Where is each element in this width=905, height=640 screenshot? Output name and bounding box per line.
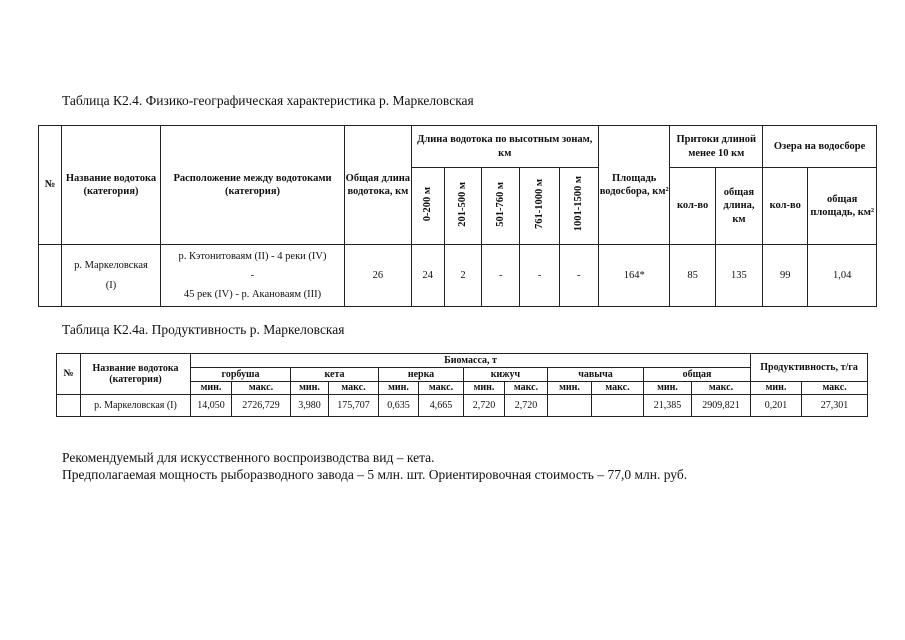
river-name: р. Маркеловская xyxy=(74,260,148,272)
cell-trib-length: 135 xyxy=(715,245,762,307)
note-hatchery-capacity: Предполагаемая мощность рыборазводного завода – 5 млн. шт. Ориентировочная стоимость – 77,0 млн. руб. xyxy=(62,467,688,482)
cell-zone-2: 2 xyxy=(444,245,481,307)
header-num: № xyxy=(39,126,62,245)
zone-label: 501-760 м xyxy=(495,181,507,227)
cell-num xyxy=(57,395,81,417)
header-trib-count: кол-во xyxy=(670,168,715,245)
cell-value xyxy=(548,395,592,417)
header-lakes-area: общая площадь, км² xyxy=(808,168,877,245)
cell-value xyxy=(592,395,644,417)
cell-value: 14,050 xyxy=(191,395,232,417)
cell-name xyxy=(62,245,161,307)
header-num: № xyxy=(57,354,81,395)
cell-total-length: 26 xyxy=(345,245,411,307)
cell-name: р. Маркеловская (I) xyxy=(81,395,191,417)
cell-value: 0,635 xyxy=(379,395,419,417)
header-name: Название водотока (категория) xyxy=(81,354,191,395)
cell-value: 3,980 xyxy=(291,395,329,417)
physical-geography-table xyxy=(38,125,877,307)
cell-value: 4,665 xyxy=(419,395,464,417)
table1-caption: Таблица К2.4. Физико-географическая характеристика р. Маркеловская xyxy=(62,93,474,108)
zone-label: 1001-1500 м xyxy=(573,176,585,232)
header-min: мин. xyxy=(291,381,329,394)
cell-location xyxy=(160,245,344,307)
header-max: макс. xyxy=(505,381,548,394)
header-species-chum: кета xyxy=(291,368,379,381)
zone-label: 201-500 м xyxy=(457,181,469,227)
cell-area: 164* xyxy=(598,245,670,307)
header-species-sockeye: нерка xyxy=(379,368,464,381)
header-lakes-group: Озера на водосборе xyxy=(763,126,877,168)
cell-value: 175,707 xyxy=(329,395,379,417)
header-biomass: Биомасса, т xyxy=(191,354,751,368)
table-row xyxy=(39,245,877,307)
location-line-1: р. Кэтонитоваям (II) - 4 реки (IV) xyxy=(178,250,327,262)
header-tributaries-group: Притоки длиной менее 10 км xyxy=(670,126,763,168)
header-zone-3 xyxy=(482,168,520,245)
cell-value: 0,201 xyxy=(751,395,802,417)
zone-label: 761-1000 м xyxy=(533,178,545,229)
header-area: Площадь водосбора, км² xyxy=(598,126,670,245)
header-min: мин. xyxy=(379,381,419,394)
cell-num xyxy=(39,245,62,307)
header-max: макс. xyxy=(419,381,464,394)
header-species-total: общая xyxy=(644,368,751,381)
cell-zone-5: - xyxy=(559,245,598,307)
cell-lakes-count: 99 xyxy=(763,245,808,307)
table-row xyxy=(57,395,868,417)
cell-value: 2,720 xyxy=(464,395,505,417)
header-zone-1 xyxy=(411,168,444,245)
productivity-table xyxy=(56,353,868,417)
header-max: макс. xyxy=(692,381,751,394)
cell-zone-1: 24 xyxy=(411,245,444,307)
header-name: Название водотока (категория) xyxy=(62,126,161,245)
header-max: макс. xyxy=(592,381,644,394)
header-max: макс. xyxy=(802,381,868,394)
header-max: макс. xyxy=(329,381,379,394)
header-min: мин. xyxy=(644,381,692,394)
cell-value: 27,301 xyxy=(802,395,868,417)
header-location: Расположение между водотоками (категория) xyxy=(160,126,344,245)
header-min: мин. xyxy=(548,381,592,394)
header-species-pink: горбуша xyxy=(191,368,291,381)
location-dash: - xyxy=(250,269,255,281)
header-min: мин. xyxy=(191,381,232,394)
cell-value: 21,385 xyxy=(644,395,692,417)
header-zone-5 xyxy=(559,168,598,245)
header-min: мин. xyxy=(751,381,802,394)
zone-label: 0-200 м xyxy=(422,186,434,222)
header-max: макс. xyxy=(232,381,291,394)
cell-trib-count: 85 xyxy=(670,245,715,307)
cell-value: 2726,729 xyxy=(232,395,291,417)
cell-zone-4: - xyxy=(520,245,559,307)
river-category: (I) xyxy=(105,279,117,291)
header-trib-length: общая длина, км xyxy=(715,168,762,245)
header-productivity: Продуктивность, т/га xyxy=(751,354,868,382)
note-recommended-species: Рекомендуемый для искусственного воспроизводства вид – кета. xyxy=(62,450,435,465)
header-total-length: Общая длина водотока, км xyxy=(345,126,411,245)
header-zone-2 xyxy=(444,168,481,245)
header-lakes-count: кол-во xyxy=(763,168,808,245)
header-zone-4 xyxy=(520,168,559,245)
location-line-2: 45 рек (IV) - р. Акановаям (III) xyxy=(183,289,322,301)
header-species-coho: кижуч xyxy=(464,368,548,381)
cell-lakes-area: 1,04 xyxy=(808,245,877,307)
header-zones-group: Длина водотока по высотным зонам, км xyxy=(411,126,598,168)
cell-value: 2909,821 xyxy=(692,395,751,417)
header-min: мин. xyxy=(464,381,505,394)
table2-caption: Таблица К2.4а. Продуктивность р. Маркеловская xyxy=(62,322,345,337)
cell-zone-3: - xyxy=(482,245,520,307)
header-species-chinook: чавыча xyxy=(548,368,644,381)
cell-value: 2,720 xyxy=(505,395,548,417)
